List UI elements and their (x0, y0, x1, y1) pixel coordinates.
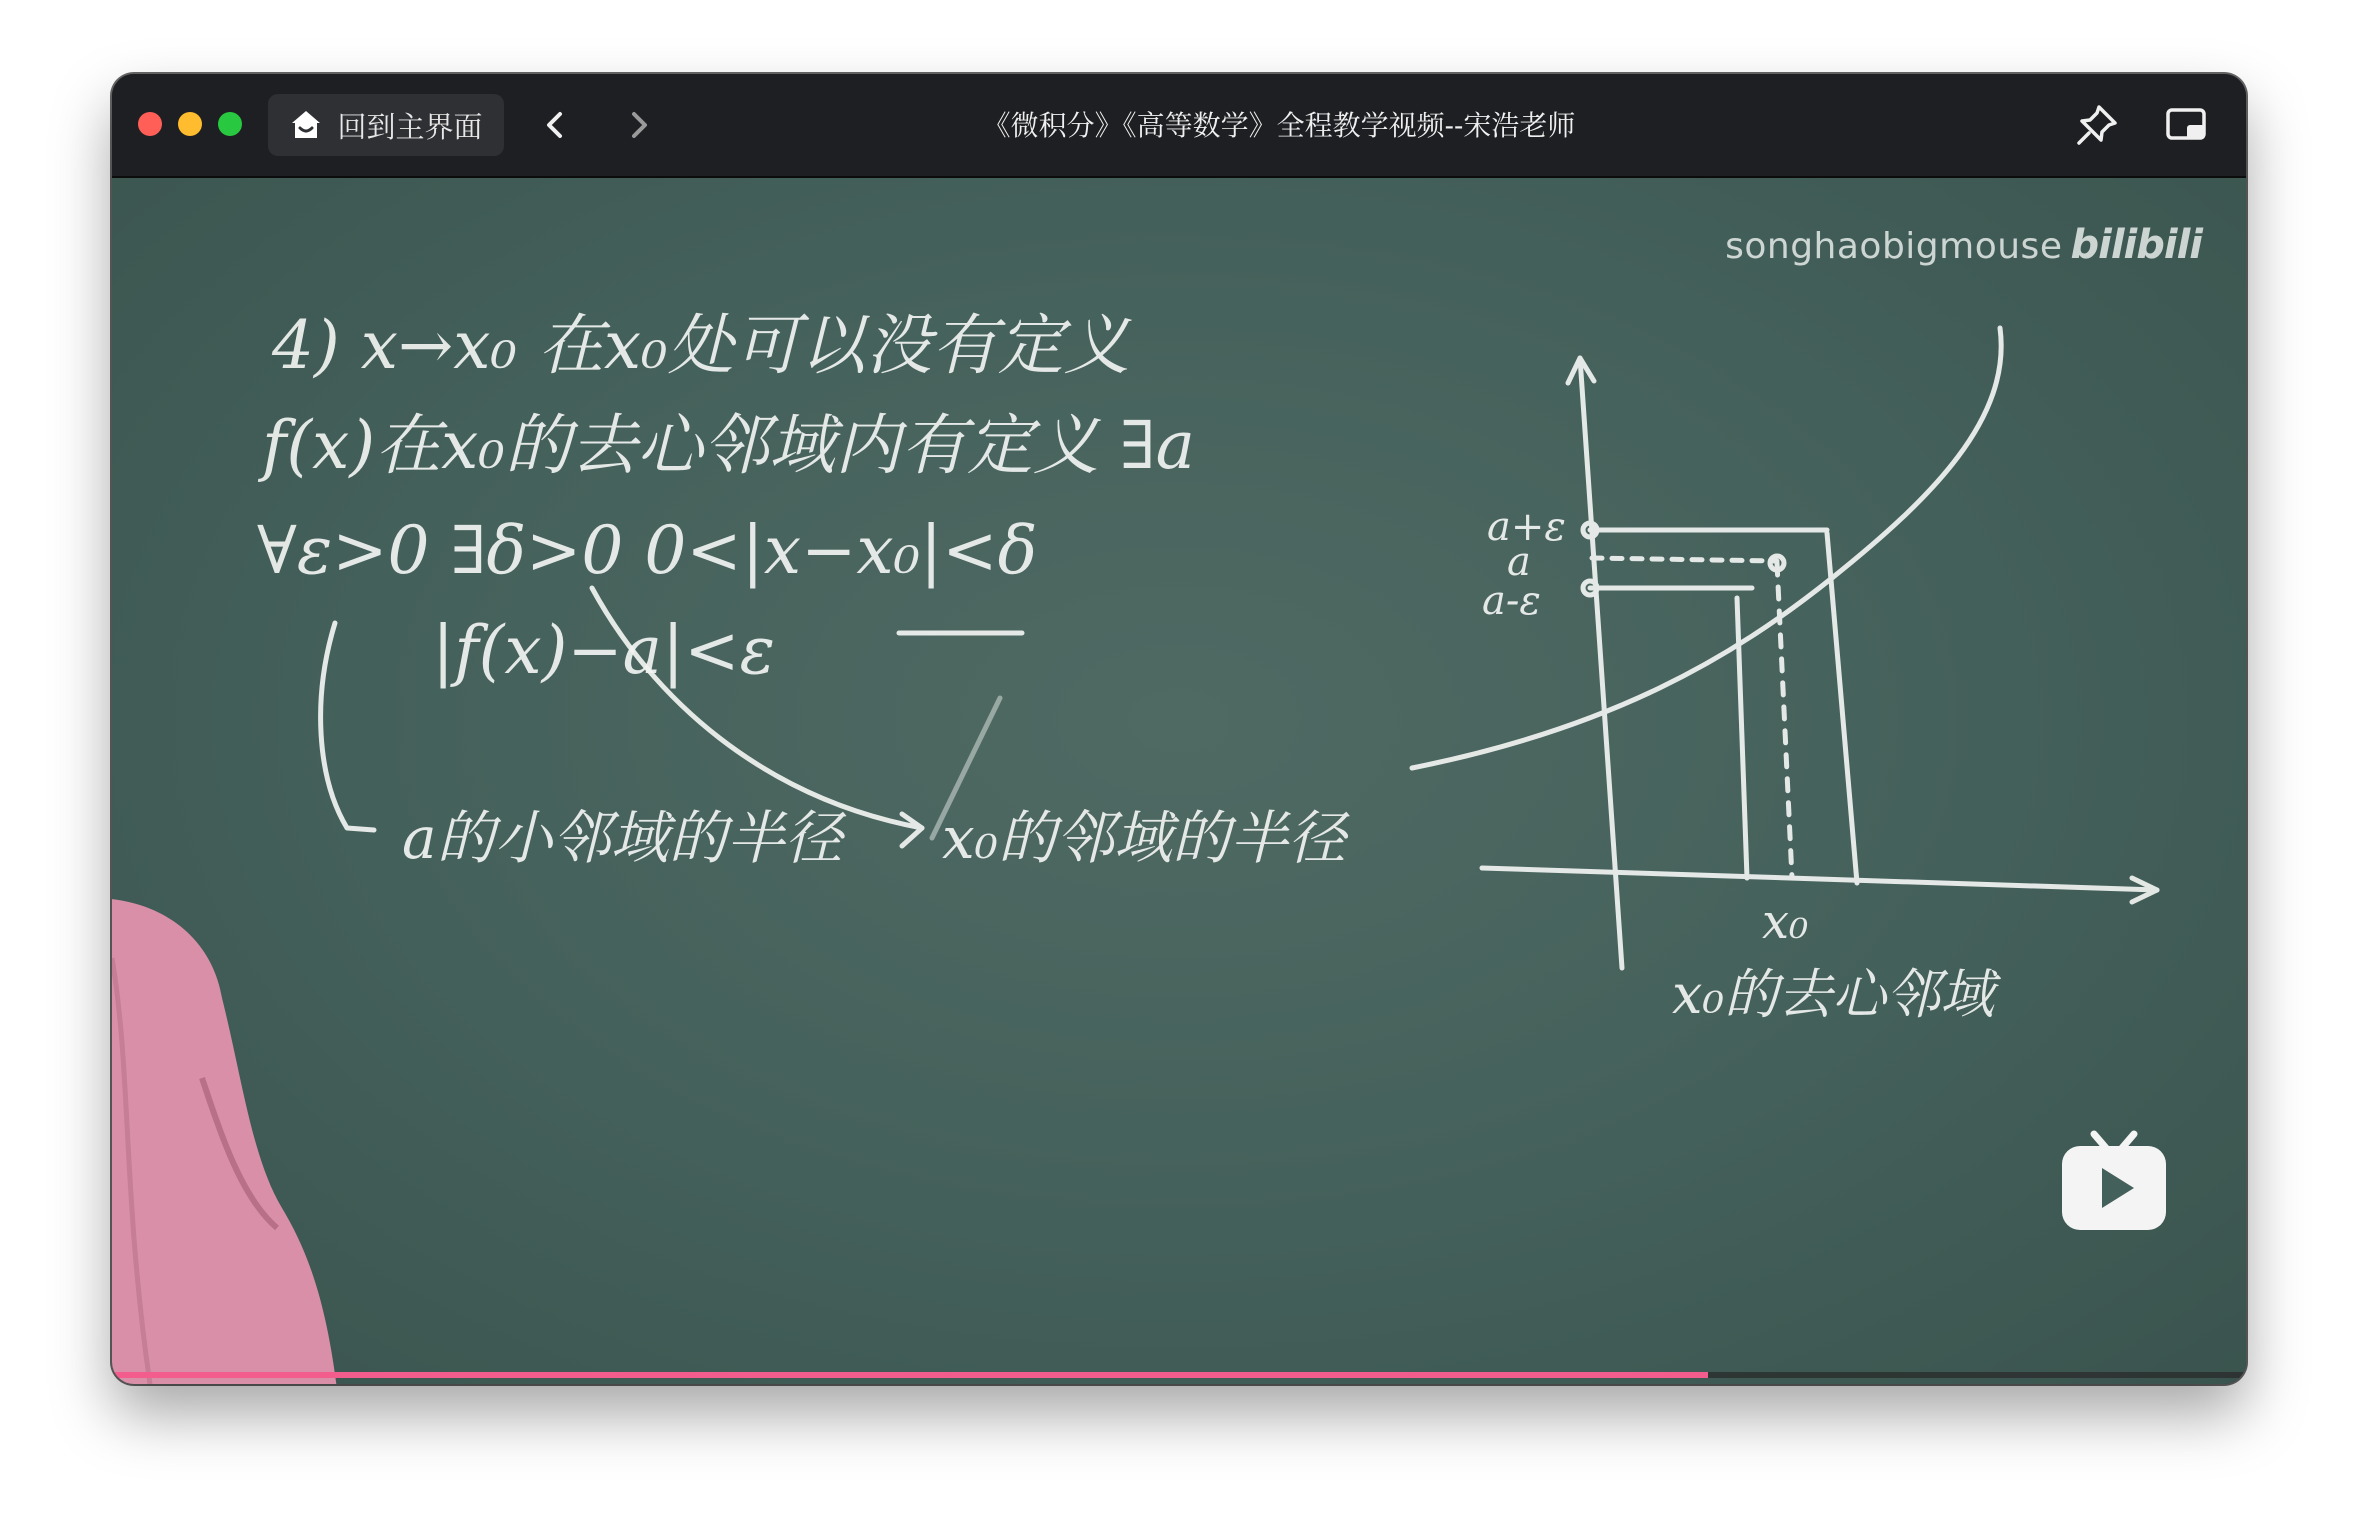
pin-button[interactable] (2072, 100, 2122, 150)
bilibili-tv-play-button[interactable] (2058, 1128, 2170, 1234)
board-line-2: f(x)在x₀的去心邻域内有定义 ∃a (262, 407, 1195, 484)
picture-in-picture-icon (2165, 105, 2209, 145)
home-icon (289, 108, 323, 142)
watermark-brand: bilibili (2070, 222, 2202, 268)
video-player[interactable] (112, 178, 2246, 1384)
video-progress-fill (112, 1372, 1708, 1378)
home-button-label: 回到主界面 (337, 111, 483, 144)
home-button[interactable] (268, 94, 504, 156)
teacher-figure (112, 878, 372, 1384)
watermark-user: songhaobigmouse (1725, 226, 2063, 267)
chalkboard-drawing (112, 178, 2246, 1384)
board-note-left: a的小邻域的半径 (402, 804, 843, 872)
minimize-window-button[interactable] (178, 112, 202, 136)
graph-caption: x₀的去心邻域 (1672, 963, 1995, 1026)
chevron-left-icon (542, 110, 568, 140)
graph-label-a-minus-eps: a-ε (1482, 578, 1541, 624)
forward-button[interactable] (616, 102, 662, 148)
close-window-button[interactable] (138, 112, 162, 136)
app-window (112, 74, 2246, 1384)
board-line-1: 4) x→x₀ 在x₀处可以没有定义 (272, 307, 1130, 384)
title-bar (112, 74, 2246, 178)
graph-label-x0: x₀ (1762, 894, 1809, 950)
board-line-3: ∀ε>0 ∃δ>0 0<|x−x₀|<δ (257, 512, 1038, 589)
window-title: 《微积分》《高等数学》全程教学视频--宋浩老师 (982, 110, 1576, 141)
graph-label-a-plus-eps: a+ε (1487, 504, 1566, 550)
pin-icon (2075, 103, 2119, 147)
picture-in-picture-button[interactable] (2162, 100, 2212, 150)
graph-y-axis (1580, 358, 1622, 968)
back-button[interactable] (532, 102, 578, 148)
maximize-window-button[interactable] (218, 112, 242, 136)
chevron-right-icon (626, 110, 652, 140)
video-watermark (1725, 222, 2202, 268)
board-note-right: x₀的邻域的半径 (942, 804, 1346, 872)
graph-label-a: a (1507, 539, 1531, 585)
bilibili-tv-play-icon (2058, 1128, 2170, 1234)
video-progress-bar[interactable] (112, 1372, 2246, 1378)
board-line-4: |f(x)−a|<ε (432, 612, 775, 689)
